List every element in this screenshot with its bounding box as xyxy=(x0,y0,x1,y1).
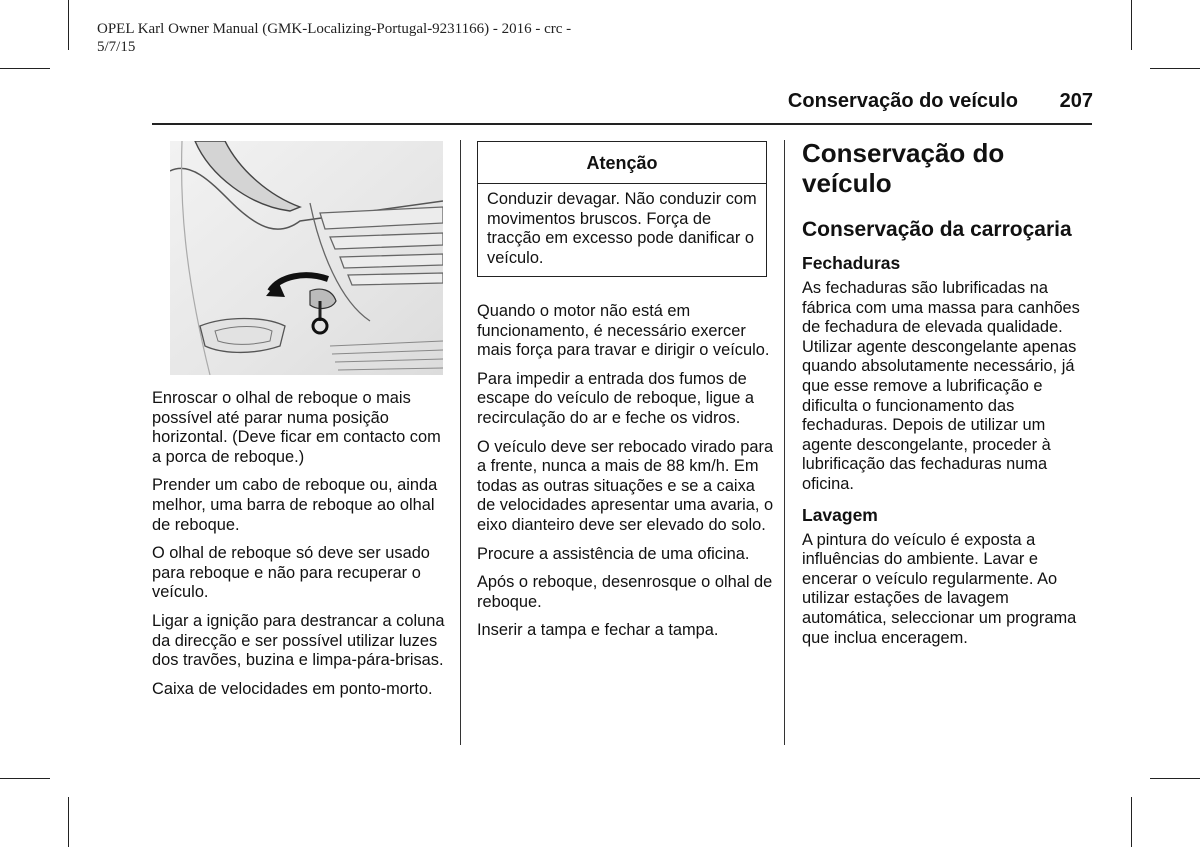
crop-mark xyxy=(1150,778,1200,779)
header-rule xyxy=(152,123,1092,125)
warning-text: Conduzir devagar. Não conduzir com movimentos bruscos. Força de tracção em excesso pode danificar o veículo. xyxy=(487,190,757,267)
paragraph: Após o reboque, desenrosque o olhal de reboque. xyxy=(477,573,773,611)
crop-mark xyxy=(0,68,50,69)
column-left xyxy=(152,389,448,708)
paragraph: A pintura do veículo é exposta a influências do ambiente. Lavar e encerar o veículo regularmente. Ao utilizar estações de lavagem automática, seleccionar um programa que inclua enceragem. xyxy=(802,530,1077,647)
paragraph: Enroscar o olhal de reboque o mais possível até parar numa posição horizontal. (Deve ficar em contacto com a porca de reboque.) xyxy=(152,389,441,466)
subsection-heading: Fechaduras xyxy=(802,253,901,273)
paragraph: As fechaduras são lubrificadas na fábrica com uma massa para canhões de fechadura de elevada qualidade. Utilizar agente descongelante apenas quando absolutamente necessário, já que esse remove a lubrificação e dificulta o funcionamento das fechaduras. Depois de utilizar um agente descongelante, proceder à lubrificação das fechaduras numa oficina. xyxy=(802,279,1080,493)
running-header-title: Conservação do veículo xyxy=(787,90,1018,112)
crop-mark xyxy=(68,0,69,50)
warning-title: Atenção xyxy=(478,142,766,184)
print-metadata-line: 5/7/15 xyxy=(97,39,136,55)
section-heading: Conservação da carroçaria xyxy=(802,218,1072,241)
paragraph: O veículo deve ser rebocado virado para a frente, nunca a mais de 88 km/h. Em todas as outras situações e se a caixa de velocidades apresentar uma avaria, o eixo dianteiro deve ser elevado do solo. xyxy=(477,437,774,534)
crop-mark xyxy=(1150,68,1200,69)
column-divider xyxy=(784,140,785,745)
print-metadata xyxy=(97,20,637,56)
paragraph: Caixa de velocidades em ponto-morto. xyxy=(152,679,433,698)
paragraph: Ligar a ignição para destrancar a coluna da direcção e ser possível utilizar luzes dos travões, buzina e limpa-pára-brisas. xyxy=(152,611,445,670)
towing-eye-illustration xyxy=(170,141,443,375)
subsection-heading: Lavagem xyxy=(802,504,878,525)
column-middle xyxy=(477,302,777,650)
crop-mark xyxy=(0,778,50,779)
crop-mark xyxy=(1131,0,1132,50)
chapter-heading: Conservação do veículo xyxy=(802,138,1005,198)
print-metadata-line: OPEL Karl Owner Manual (GMK-Localizing-Portugal-9231166) - 2016 - crc - xyxy=(97,21,572,37)
page-number: 207 xyxy=(1059,90,1093,112)
warning-box xyxy=(477,141,767,277)
paragraph: Procure a assistência de uma oficina. xyxy=(477,544,750,563)
paragraph: Para impedir a entrada dos fumos de escape do veículo de reboque, ligue a recirculação do ar e feche os vidros. xyxy=(477,369,755,427)
paragraph: Quando o motor não está em funcionamento, é necessário exercer mais força para travar e dirigir o veículo. xyxy=(477,302,770,360)
paragraph: O olhal de reboque só deve ser usado para reboque e não para recuperar o veículo. xyxy=(152,544,430,602)
crop-mark xyxy=(1131,797,1132,847)
paragraph: Prender um cabo de reboque ou, ainda melhor, uma barra de reboque ao olhal de reboque. xyxy=(152,476,438,534)
column-divider xyxy=(460,140,461,745)
paragraph: Inserir a tampa e fechar a tampa. xyxy=(477,621,719,640)
crop-mark xyxy=(68,797,69,847)
column-right xyxy=(802,138,1098,657)
towing-eye-icon xyxy=(170,141,443,375)
